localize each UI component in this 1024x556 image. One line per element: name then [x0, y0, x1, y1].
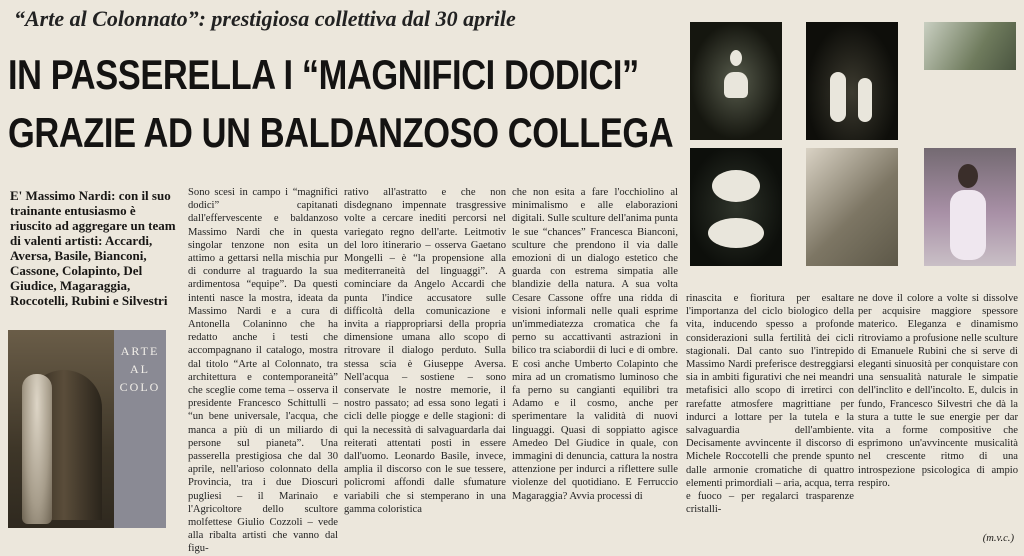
artwork-thumbnail-4 — [690, 148, 782, 266]
author-signature: (m.v.c.) — [982, 533, 1014, 544]
banner-text: ARTE AL COLO — [119, 344, 161, 394]
headline-line-1: IN PASSERELLA I “MAGNIFICI DODICI” — [8, 51, 639, 98]
article-kicker: “Arte al Colonnato”: prestigiosa collettiva dal 30 aprile — [14, 6, 516, 31]
column-text: che non esita a fare l'occhiolino al minimalismo e alle elaborazioni digitali. Sulle sculture dell'anima punta le sue “chances” Francesca Bianconi, sculture che prendono il via dalle emozioni di un dialogo estetico che guarda con estrema simpatia alle blandizie della natura. A sua volta Cesare Cassone offre una ridda di visioni informali nelle quali esprime un'immediatezza cromatica che fa perno su accattivanti astrazioni in bilico tra sciabordii di luci e di ombre. E così anche Umberto Colapinto che mira ad un cromatismo luminoso che fa perno su cangianti equilibri tra Adamo e il cosmo, anche per sperimentare la validità di nuovi linguaggi. Quasi di soppiatto agisce Amedeo Del Giudice in quale, con immagini di denuncia, cattura la nostra attenzione per indurci a riflettere sulle violenze del quotidiano. E Ferruccio Magaraggia? Avvia processi di — [512, 187, 678, 502]
statue-shape — [22, 374, 52, 524]
body-column-1 — [188, 186, 338, 556]
lead-text: E' Massimo Nardi: con il suo trainante entusiasmo è riuscito ad aggregare un team di valenti artisti: Accardi, Aversa, Basile, Bianconi, Cassone, Colapinto, Del Giudice, Magaraggia, Roccotelli, Rubini e Silvestri — [10, 188, 176, 308]
artwork-thumbnail-1 — [690, 22, 782, 140]
column-text: rinascita e fioritura per esaltare l'importanza del ciclo biologico della vita, inducendo spesso a profonde considerazioni sulla fertilità dei cicli stagionali. Dal canto suo l'intrepido Massimo Nardi preferisce destreggiarsi sia in ambiti figurativi che nei meandri metafisici allo scopo di irretirci con rarefatte atmosfere magrittiane per indurci a lottare per la tutela e la salvaguardia dell'ambiente. Decisamente avvincente il discorso di Michele Roccotelli che prende spunto dalle armonie cromatiche di quattro elementi primordiali – aria, acqua, terra e fuoco – per regalarci trasparenze cristalli- — [686, 293, 854, 516]
body-column-2 — [344, 186, 506, 516]
artwork-thumbnail-5 — [806, 148, 898, 266]
body-column-3 — [512, 186, 678, 503]
exhibition-banner — [114, 330, 166, 528]
artwork-thumbnail-6 — [924, 148, 1016, 266]
artwork-thumbnail-2 — [806, 22, 898, 140]
body-column-4 — [686, 292, 854, 516]
headline-line-2: GRAZIE AD UN BALDANZOSO COLLEGA — [8, 109, 674, 156]
body-column-5 — [858, 292, 1018, 490]
column-text: rativo all'astratto e che non disdegnano impennate trasgressive volte a cercare inediti percorsi nel variegato regno dell'arte. Leitmotiv del loro itinerario – osserva Gaetano Mongelli – è “la propensione alla mediterraneità del linguaggi”. A cominciare da Angelo Accardi che punta l'indice accusatore sulle difficoltà della comunicazione e invita a riappropriarsi della propria dimensione umana allo scopo di ritrovare il dialogo perduto. Sulla stessa scia è Giuseppe Aversa. Nell'acqua – sostiene – sono conservate le nostre memorie, il nostro passato; ad essa sono legati i cicli delle piogge e delle stagioni: di qui la necessità di salvaguardarla dai reiterati attentati posti in essere dall'uomo. Leonardo Basile, invece, amplia il discorso con le sue tessere, policromi affondi dalle sfumature variabili che si stemperano in una gamma coloristica — [344, 187, 506, 515]
lead-paragraph — [10, 188, 178, 308]
artwork-thumbnail-3 — [924, 22, 1016, 70]
column-text: ne dove il colore a volte si dissolve per acquisire maggiore spessore materico. Eleganza e dinamismo ritroviamo a profusione nelle sculture di Emanuele Rubini che si serve di eleganti sinuosità per conquistare con una sensualità naturale le simpatie dell'inclito e dell'incolto. E, dulcis in fundo, Francesco Silvestri che dà la stura a tutte le sue energie per dar vita a forme compositive che esprimono un'avvincente musicalità nel crescente ritmo di una introspezione psicologica di ampio respiro. — [858, 293, 1018, 489]
column-text: Sono scesi in campo i “magnifici dodici” capitanati dall'effervescente e baldanzoso Massimo Nardi che in questa singolar tenzone non esita un attimo a gettarsi nella mischia pur di condurre al traguardo la sua ardimentosa “equipe”. Da questi intenti nasce la mostra, ideata da Massimo Nardi e a cura di Antonella Colaninno che ha redatto anche i testi che accompagnano il catalogo, mostra dal titolo “Arte al Colonnato, tra architettura e contemporaneità” che sceglie come tema – osserva il presidente Francesco Schittulli – “un bene universale, l'acqua, che manca a più di un miliardo di persone sul pianeta”. Una passerella prestigiosa che dal 30 aprile, nell'arioso colonnato della Provincia, tra i due Dioscuri pugliesi – il Marinaio e l'Agricoltore dello scultore molfettese Giulio Cozzoli – vede alla ribalta artisti che vanno dal figu- — [188, 187, 338, 555]
